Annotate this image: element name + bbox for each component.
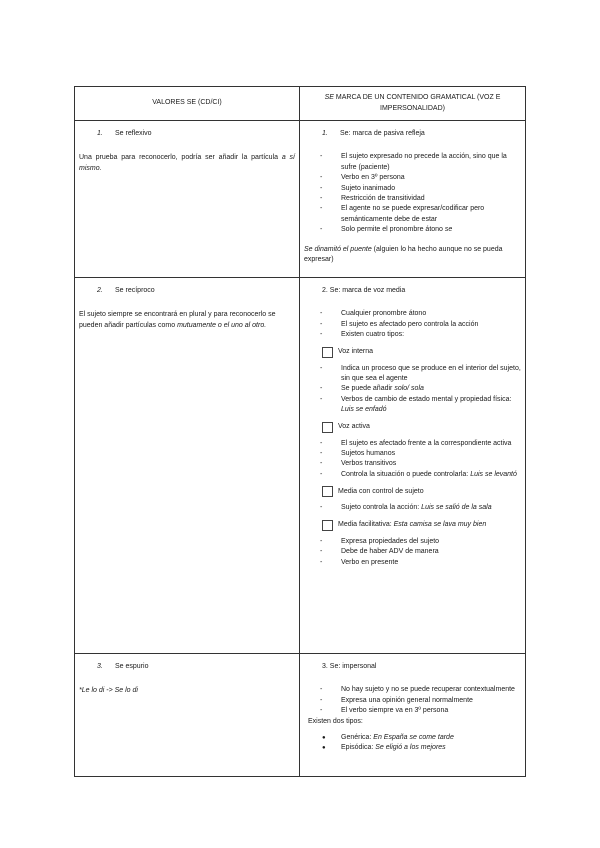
list-item: - El verbo siempre va en 3º persona (304, 706, 521, 716)
heading-reflexivo (79, 129, 295, 139)
list-item (304, 503, 521, 513)
list-item: - Verbo en presente (304, 558, 521, 568)
checkbox-voz-activa[interactable] (304, 422, 521, 433)
list-item: - Sujeto inanimado (304, 184, 521, 194)
heading-pasiva (304, 129, 521, 139)
list-item-text: Genérica: (341, 734, 374, 742)
checkbox-icon[interactable] (322, 347, 333, 358)
media-control-list (304, 503, 521, 513)
list-item: - Cualquier pronombre átono (304, 309, 521, 319)
list-item-text: Episódica: (341, 744, 376, 752)
impersonal-types (304, 733, 521, 754)
list-item-text: Indica un proceso que se produce en el interior del sujeto, sin que sea el agente (341, 364, 521, 383)
cell-impersonal (300, 654, 526, 777)
list-item-text: Se puede añadir (341, 385, 395, 393)
paragraph-italic: mutuamente o el uno al otro. (177, 321, 267, 329)
note-italic: Se dinamitó el puente (304, 245, 372, 253)
list-item: - El sujeto expresado no precede la acción, sino que la sufre (paciente) (304, 152, 521, 173)
list-item-italic: En España se come tarde (373, 734, 454, 742)
heading-num: 1. (97, 130, 103, 137)
paragraph-text: El sujeto siempre se encontrará en plural y para reconocerlo se pueden añadir partículas como (79, 311, 276, 329)
header-right-italic: SE (324, 94, 334, 102)
cell-pasiva-refleja (300, 121, 526, 278)
paragraph-reflexivo (79, 153, 295, 174)
pasiva-note (304, 245, 521, 266)
heading-title: Se reflexivo (115, 130, 152, 137)
cell-voz-media (300, 278, 526, 654)
pasiva-list (304, 152, 521, 235)
list-item: - Verbo en 3º persona (304, 173, 521, 183)
voz-interna-list (304, 364, 521, 416)
list-item: - Existen cuatro tipos: (304, 330, 521, 340)
checkbox-icon[interactable] (322, 422, 333, 433)
list-item-italic: Luis se enfadó (341, 406, 387, 414)
list-item: - El sujeto es afectado pero controla la acción (304, 320, 521, 330)
row-espurio (75, 654, 526, 777)
checkbox-label: Voz activa (338, 422, 370, 430)
paragraph-espurio (79, 686, 295, 696)
header-right (300, 87, 526, 121)
header-row (75, 87, 526, 121)
list-item: - Restricción de transitividad (304, 194, 521, 204)
list-item-italic: solo/ sola (394, 385, 424, 393)
heading-impersonal: 3. Se: impersonal (322, 663, 377, 670)
header-right-rest: MARCA DE UN CONTENIDO GRAMATICAL (VOZ E IMPERSONALIDAD) (333, 94, 501, 112)
types-intro: Existen dos tipos: (308, 717, 363, 725)
row-reciproco (75, 278, 526, 654)
list-item (304, 225, 521, 235)
checkbox-label: Media con control de sujeto (338, 487, 424, 495)
voz-activa-list (304, 439, 521, 481)
list-item (304, 470, 521, 480)
cell-reflexivo (75, 121, 300, 278)
list-item (304, 733, 521, 743)
paragraph-italic: a sí mismo. (79, 154, 295, 172)
grammar-table (74, 86, 526, 777)
checkbox-label (338, 520, 486, 530)
checkbox-media-control[interactable] (304, 486, 521, 497)
checkbox-label: Voz interna (338, 347, 374, 355)
row-reflexivo (75, 121, 526, 278)
heading-num: 1. (322, 130, 328, 137)
list-item-italic: Luis se levantó (470, 470, 517, 478)
voz-media-list (304, 309, 521, 340)
list-item-italic: Se eligió a los mejores (375, 744, 446, 752)
heading-title: Se recíproco (115, 287, 155, 294)
list-item-text: Verbos de cambio de estado mental y propiedad física: (341, 395, 512, 403)
list-item-text: Sujeto controla la acción: (341, 504, 422, 512)
list-item (304, 743, 521, 753)
heading-num: 2. (97, 287, 103, 294)
checkbox-label-italic: Esta camisa se lava muy bien (393, 520, 487, 528)
heading-title: Se espurio (115, 663, 149, 670)
list-item (304, 395, 521, 416)
list-item: - No hay sujeto y no se puede recuperar contextualmente (304, 685, 521, 695)
list-item: - Expresa una opinión general normalmente (304, 696, 521, 706)
list-item-text: Controla la situación o puede controlarla: (341, 470, 471, 478)
heading-rest: : marca de pasiva refleja (348, 130, 425, 137)
heading-reciproco (79, 286, 295, 296)
cell-reciproco (75, 278, 300, 654)
paragraph-reciproco (79, 310, 295, 331)
list-item: - Verbos transitivos (304, 459, 521, 469)
list-item (304, 384, 521, 394)
heading-prefix: Se (340, 130, 349, 137)
list-item: - El agente no se puede expresar/codificar pero semánticamente debe de estar (304, 204, 521, 225)
list-item (304, 364, 521, 385)
heading-espurio (79, 662, 295, 672)
checkbox-label-text: Media facilitativa: (338, 520, 394, 528)
checkbox-voz-interna[interactable] (304, 347, 521, 358)
header-right-text (300, 93, 525, 114)
impersonal-list (304, 685, 521, 716)
list-item-text: Solo permite el pronombre átono (341, 226, 445, 234)
paragraph-italic: *Le lo di -> Se lo di (79, 687, 138, 695)
list-item-italic: Luis se salió de la sala (421, 504, 492, 512)
header-left-text: VALORES SE (CD/CI) (152, 99, 222, 107)
checkbox-icon[interactable] (322, 486, 333, 497)
list-item: - Debe de haber ADV de manera (304, 547, 521, 557)
paragraph-text: Una prueba para reconocerlo, podría ser añadir la partícula (79, 154, 282, 162)
list-item: - Sujetos humanos (304, 449, 521, 459)
checkbox-media-facilitativa[interactable] (304, 520, 521, 531)
cell-espurio (75, 654, 300, 777)
note-text: (alguien lo ha hecho aunque no se pueda expresar) (304, 245, 503, 264)
list-item: - Expresa propiedades del sujeto (304, 537, 521, 547)
media-facilitativa-list (304, 537, 521, 568)
heading-voz-media: 2. Se: marca de voz media (322, 287, 406, 294)
heading-title (340, 129, 425, 139)
list-item-italic: se (444, 226, 453, 234)
header-left (75, 87, 300, 121)
checkbox-icon[interactable] (322, 520, 333, 531)
heading-num: 3. (97, 663, 103, 670)
list-item: - El sujeto es afectado frente a la correspondiente activa (304, 439, 521, 449)
